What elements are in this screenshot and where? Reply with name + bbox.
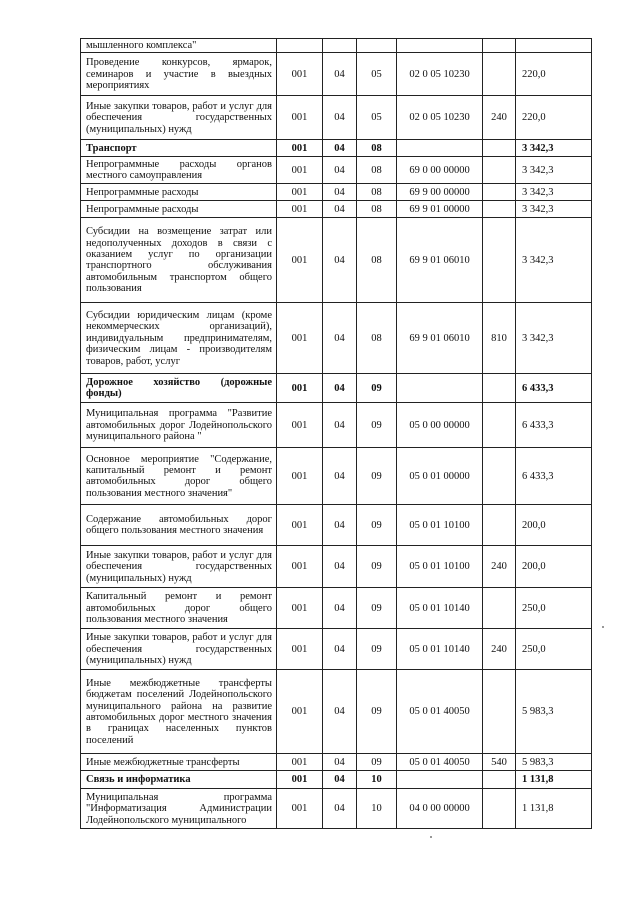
row-name-cell: Непрограммные расходы органов местного самоуправления — [81, 157, 277, 184]
table-row — [81, 303, 592, 374]
subsection-code-cell: 09 — [357, 403, 397, 448]
admin-code-cell: 001 — [277, 754, 323, 771]
row-name-cell: Проведение конкурсов, ярмарок, семинаров и участие в выездных мероприятиях — [81, 53, 277, 96]
expense-type-code-cell — [483, 771, 516, 789]
table-row — [81, 789, 592, 829]
amount-cell: 1 131,8 — [516, 771, 592, 789]
table-row — [81, 505, 592, 546]
row-name-cell: Связь и информатика — [81, 771, 277, 789]
subsection-code-cell — [357, 39, 397, 53]
row-name-cell: Иные межбюджетные трансферты бюджетам поселений Лодейнопольского муниципального района на развитие автомобильных дорог местного значения в границах населенных пунктов поселений — [81, 670, 277, 754]
amount-cell: 200,0 — [516, 505, 592, 546]
amount-cell — [516, 39, 592, 53]
target-article-code-cell — [397, 374, 483, 403]
section-code-cell: 04 — [323, 184, 357, 201]
admin-code-cell: 001 — [277, 201, 323, 218]
section-code-cell: 04 — [323, 157, 357, 184]
amount-cell: 5 983,3 — [516, 754, 592, 771]
target-article-code-cell — [397, 140, 483, 157]
admin-code-cell: 001 — [277, 374, 323, 403]
row-name-cell: Непрограммные расходы — [81, 201, 277, 218]
subsection-code-cell: 05 — [357, 53, 397, 96]
admin-code-cell: 001 — [277, 140, 323, 157]
subsection-code-cell: 08 — [357, 303, 397, 374]
admin-code-cell: 001 — [277, 303, 323, 374]
subsection-code-cell: 05 — [357, 96, 397, 140]
amount-cell: 6 433,3 — [516, 374, 592, 403]
table-row — [81, 96, 592, 140]
amount-cell: 250,0 — [516, 629, 592, 670]
subsection-code-cell: 09 — [357, 754, 397, 771]
section-code-cell: 04 — [323, 629, 357, 670]
scan-speck — [430, 836, 432, 838]
target-article-code-cell: 05 0 00 00000 — [397, 403, 483, 448]
expense-type-code-cell — [483, 670, 516, 754]
target-article-code-cell: 05 0 01 00000 — [397, 448, 483, 505]
amount-cell: 3 342,3 — [516, 201, 592, 218]
section-code-cell: 04 — [323, 303, 357, 374]
amount-cell: 1 131,8 — [516, 789, 592, 829]
admin-code-cell: 001 — [277, 53, 323, 96]
admin-code-cell: 001 — [277, 588, 323, 629]
expense-type-code-cell: 240 — [483, 629, 516, 670]
admin-code-cell: 001 — [277, 448, 323, 505]
expense-type-code-cell: 540 — [483, 754, 516, 771]
table-row — [81, 670, 592, 754]
target-article-code-cell: 69 9 01 06010 — [397, 303, 483, 374]
section-code-cell: 04 — [323, 546, 357, 588]
budget-table — [80, 38, 592, 829]
target-article-code-cell: 69 0 00 00000 — [397, 157, 483, 184]
subsection-code-cell: 09 — [357, 629, 397, 670]
amount-cell: 220,0 — [516, 96, 592, 140]
section-code-cell: 04 — [323, 201, 357, 218]
row-name-cell: Иные закупки товаров, работ и услуг для обеспечения государственных (муниципальных) нужд — [81, 629, 277, 670]
row-name-cell: Основное мероприятие "Содержание, капитальный ремонт и ремонт автомобильных дорог общего пользования местного значения" — [81, 448, 277, 505]
expense-type-code-cell — [483, 218, 516, 303]
amount-cell: 200,0 — [516, 546, 592, 588]
section-code-cell: 04 — [323, 140, 357, 157]
subsection-code-cell: 10 — [357, 771, 397, 789]
admin-code-cell: 001 — [277, 670, 323, 754]
subsection-code-cell: 09 — [357, 588, 397, 629]
admin-code-cell: 001 — [277, 157, 323, 184]
target-article-code-cell: 04 0 00 00000 — [397, 789, 483, 829]
subsection-code-cell: 08 — [357, 201, 397, 218]
target-article-code-cell: 05 0 01 10100 — [397, 505, 483, 546]
section-code-cell: 04 — [323, 218, 357, 303]
row-name-cell: Транспорт — [81, 140, 277, 157]
subsection-code-cell: 08 — [357, 218, 397, 303]
expense-type-code-cell — [483, 184, 516, 201]
expense-type-code-cell: 240 — [483, 96, 516, 140]
table-row — [81, 157, 592, 184]
admin-code-cell: 001 — [277, 629, 323, 670]
scan-speck — [602, 626, 604, 628]
admin-code-cell: 001 — [277, 789, 323, 829]
target-article-code-cell: 02 0 05 10230 — [397, 96, 483, 140]
subsection-code-cell: 09 — [357, 546, 397, 588]
section-code-cell: 04 — [323, 374, 357, 403]
amount-cell: 220,0 — [516, 53, 592, 96]
expense-type-code-cell — [483, 157, 516, 184]
target-article-code-cell: 05 0 01 40050 — [397, 754, 483, 771]
expense-type-code-cell — [483, 201, 516, 218]
subsection-code-cell: 08 — [357, 140, 397, 157]
table-row — [81, 754, 592, 771]
target-article-code-cell: 05 0 01 10140 — [397, 588, 483, 629]
target-article-code-cell: 02 0 05 10230 — [397, 53, 483, 96]
subsection-code-cell: 10 — [357, 789, 397, 829]
table-row — [81, 588, 592, 629]
table-row — [81, 201, 592, 218]
subsection-code-cell: 09 — [357, 448, 397, 505]
admin-code-cell: 001 — [277, 403, 323, 448]
subsection-code-cell: 09 — [357, 505, 397, 546]
section-code-cell: 04 — [323, 53, 357, 96]
section-code-cell: 04 — [323, 771, 357, 789]
expense-type-code-cell: 810 — [483, 303, 516, 374]
section-code-cell: 04 — [323, 754, 357, 771]
table-row — [81, 184, 592, 201]
target-article-code-cell: 69 9 00 00000 — [397, 184, 483, 201]
target-article-code-cell: 69 9 01 00000 — [397, 201, 483, 218]
expense-type-code-cell — [483, 505, 516, 546]
row-name-cell: Иные закупки товаров, работ и услуг для обеспечения государственных (муниципальных) нужд — [81, 546, 277, 588]
target-article-code-cell: 05 0 01 10140 — [397, 629, 483, 670]
section-code-cell: 04 — [323, 448, 357, 505]
row-name-cell: Непрограммные расходы — [81, 184, 277, 201]
subsection-code-cell: 09 — [357, 374, 397, 403]
admin-code-cell — [277, 39, 323, 53]
amount-cell: 3 342,3 — [516, 303, 592, 374]
table-row — [81, 771, 592, 789]
section-code-cell: 04 — [323, 96, 357, 140]
expense-type-code-cell — [483, 374, 516, 403]
amount-cell: 6 433,3 — [516, 403, 592, 448]
row-name-cell: мышленного комплекса" — [81, 39, 277, 53]
row-name-cell: Иные межбюджетные трансферты — [81, 754, 277, 771]
expense-type-code-cell — [483, 140, 516, 157]
target-article-code-cell — [397, 771, 483, 789]
target-article-code-cell — [397, 39, 483, 53]
amount-cell: 250,0 — [516, 588, 592, 629]
row-name-cell: Иные закупки товаров, работ и услуг для обеспечения государственных (муниципальных) нужд — [81, 96, 277, 140]
table-row — [81, 448, 592, 505]
admin-code-cell: 001 — [277, 505, 323, 546]
amount-cell: 6 433,3 — [516, 448, 592, 505]
section-code-cell: 04 — [323, 670, 357, 754]
expense-type-code-cell — [483, 53, 516, 96]
admin-code-cell: 001 — [277, 184, 323, 201]
table-row — [81, 629, 592, 670]
section-code-cell: 04 — [323, 588, 357, 629]
admin-code-cell: 001 — [277, 96, 323, 140]
budget-table-body — [81, 39, 592, 829]
section-code-cell — [323, 39, 357, 53]
row-name-cell: Содержание автомобильных дорог общего пользования местного значения — [81, 505, 277, 546]
row-name-cell: Капитальный ремонт и ремонт автомобильных дорог общего пользования местного значения — [81, 588, 277, 629]
expense-type-code-cell — [483, 789, 516, 829]
target-article-code-cell: 05 0 01 10100 — [397, 546, 483, 588]
expense-type-code-cell: 240 — [483, 546, 516, 588]
row-name-cell: Дорожное хозяйство (дорожные фонды) — [81, 374, 277, 403]
table-row — [81, 374, 592, 403]
expense-type-code-cell — [483, 588, 516, 629]
admin-code-cell: 001 — [277, 218, 323, 303]
table-row — [81, 218, 592, 303]
expense-type-code-cell — [483, 403, 516, 448]
expense-type-code-cell — [483, 448, 516, 505]
table-row — [81, 546, 592, 588]
amount-cell: 3 342,3 — [516, 218, 592, 303]
amount-cell: 3 342,3 — [516, 140, 592, 157]
table-row — [81, 403, 592, 448]
target-article-code-cell: 69 9 01 06010 — [397, 218, 483, 303]
target-article-code-cell: 05 0 01 40050 — [397, 670, 483, 754]
subsection-code-cell: 08 — [357, 157, 397, 184]
row-name-cell: Субсидии юридическим лицам (кроме некоммерческих организаций), индивидуальным предпринимателям, физическим лицам - производителям товаров, работ, услуг — [81, 303, 277, 374]
table-row — [81, 39, 592, 53]
subsection-code-cell: 09 — [357, 670, 397, 754]
row-name-cell: Субсидии на возмещение затрат или недополученных доходов в связи с оказанием услуг по организации транспортного обслуживания автомобильным транспортом общего пользования — [81, 218, 277, 303]
table-row — [81, 53, 592, 96]
subsection-code-cell: 08 — [357, 184, 397, 201]
table-row — [81, 140, 592, 157]
admin-code-cell: 001 — [277, 771, 323, 789]
section-code-cell: 04 — [323, 403, 357, 448]
amount-cell: 5 983,3 — [516, 670, 592, 754]
admin-code-cell: 001 — [277, 546, 323, 588]
amount-cell: 3 342,3 — [516, 184, 592, 201]
section-code-cell: 04 — [323, 505, 357, 546]
section-code-cell: 04 — [323, 789, 357, 829]
expense-type-code-cell — [483, 39, 516, 53]
row-name-cell: Муниципальная программа "Информатизация Администрации Лодейнопольского муниципального — [81, 789, 277, 829]
row-name-cell: Муниципальная программа "Развитие автомобильных дорог Лодейнопольского муниципального района " — [81, 403, 277, 448]
amount-cell: 3 342,3 — [516, 157, 592, 184]
